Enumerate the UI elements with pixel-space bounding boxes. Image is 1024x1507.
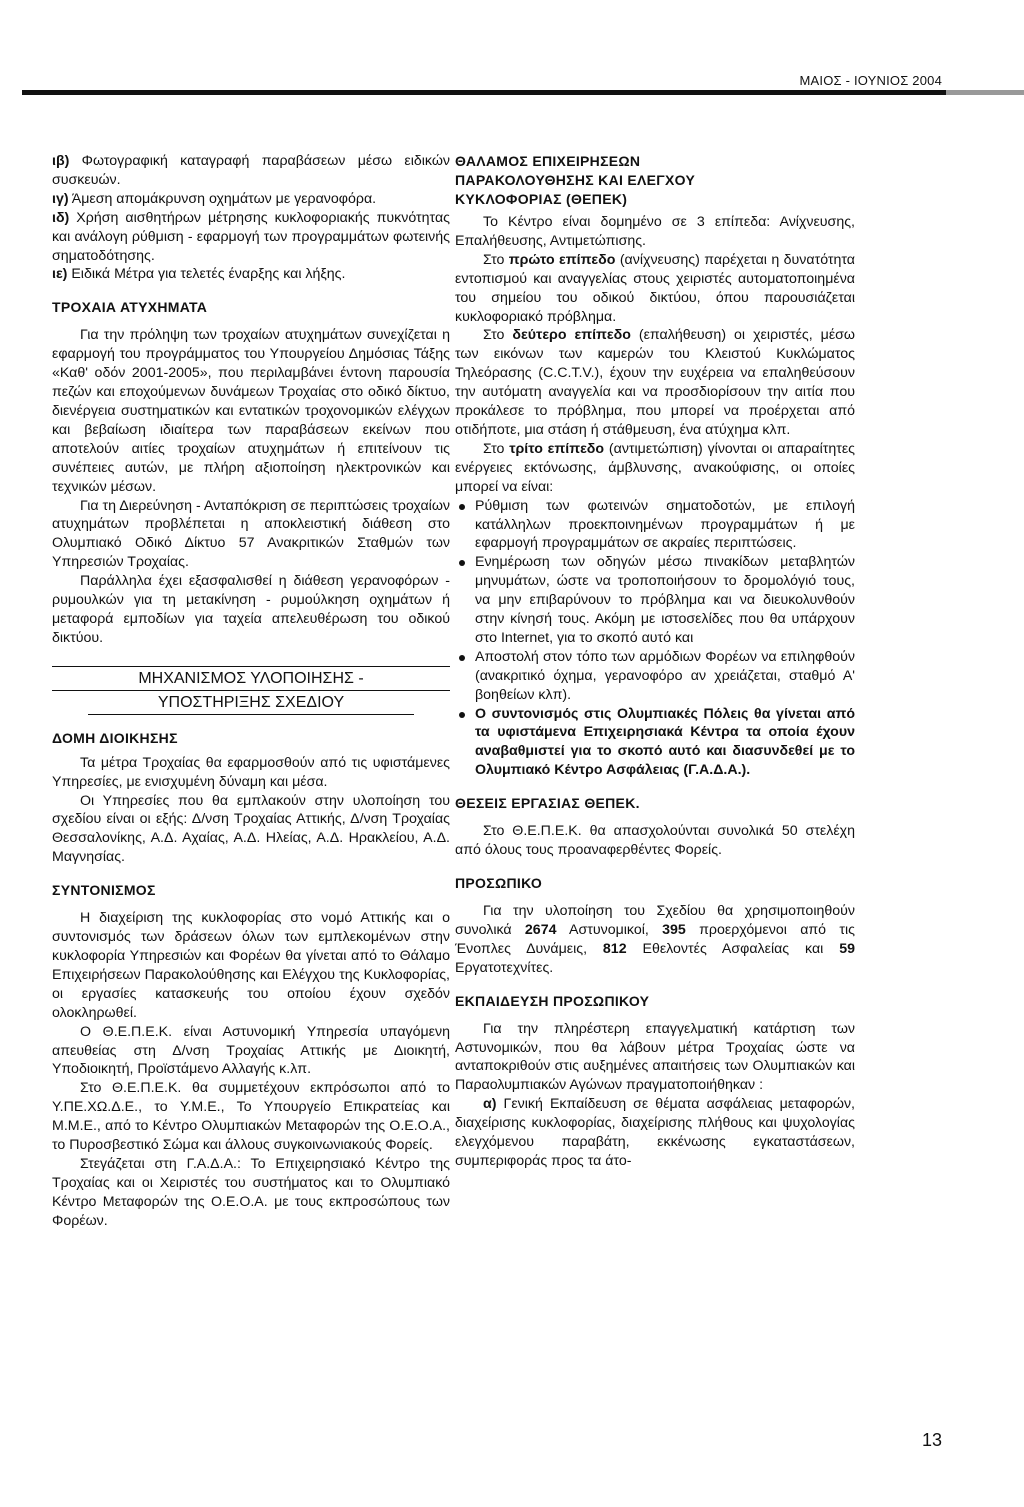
header-rule-end <box>946 90 1024 95</box>
paragraph: Τα μέτρα Τροχαίας θα εφαρμοσθούν από τις υφιστάμενες Υπηρεσίες, με ενισχυμένη δύναμη και μέσα. <box>52 754 450 790</box>
paragraph: Για τη Διερεύνηση - Ανταπόκριση σε περιπτώσεις τροχαίων ατυχημάτων προβλέπεται η αποκλειστική διάθεση στο Ολυμπιακό Οδικό Δίκτυο 57 Ανακριτικών Σταθμών των Υπηρεσιών Τροχαίας. <box>52 497 450 571</box>
list-item: ιδ) Χρήση αισθητήρων μέτρησης κυκλοφοριακής πυκνότητας και ανάλογη ρύθμιση - εφαρμογή των προγραμμάτων φωτεινής σηματοδότησης. <box>52 209 450 264</box>
section-heading-staff: ΠΡΟΣΩΠΙΚΟ <box>455 875 543 891</box>
paragraph: Η διαχείριση της κυκλοφορίας στο νομό Αττικής και ο συντονισμός των δράσεων όλων των εμπλεκομένων στην κυκλοφορία Υπηρεσιών και Φορέων θα γίνεται από το Θάλαμο Επιχειρήσεων Παρακολούθησης και Ελέγχου της Κυκλοφορίας, οι εργασίες κατασκευής του οποίου έχουν σχεδόν ολοκληρωθεί. <box>52 910 450 1021</box>
paragraph: α) Γενική Εκπαίδευση σε θέματα ασφάλειας μεταφορών, διαχείρισης κυκλοφορίας, διαχείρισης πλήθους και ψυχολογίας ελεγχόμενου παραβάτη, εκκένωσης εγκαταστάσεων, συμπεριφοράς προς τα άτο- <box>455 1096 855 1169</box>
header-rule <box>22 90 946 95</box>
bullet-icon <box>459 560 465 566</box>
mechanism-title-line1: ΜΗΧΑΝΙΣΜΟΣ ΥΛΟΠΟΙΗΣΗΣ - <box>52 666 450 691</box>
paragraph: Για την πληρέστερη επαγγελματική κατάρτιση των Αστυνομικών, που θα λάβουν μέτρα Τροχαίας ώστε να ανταποκριθούν στις αυξημένες απαιτήσεις των Ολυμπιακών και Παραολυμπιακών Αγώνων πραγματοποιήθηκαν : <box>455 1020 855 1094</box>
paragraph: Για την υλοποίηση του Σχεδίου θα χρησιμοποιηθούν συνολικά 2674 Αστυνομικοί, 395 προερχόμενοι από τις Ένοπλες Δυνάμεις, 812 Εθελοντές Ασφαλείας και 59 Εργατοτεχνίτες. <box>455 903 855 976</box>
right-column <box>455 152 855 1171</box>
paragraph: Για την πρόληψη των τροχαίων ατυχημάτων συνεχίζεται η εφαρμογή του προγράμματος του Υπουργείου Δημόσιας Τάξης «Καθ' οδόν 2001-2005», που περιλαμβάνει έντονη παρουσία πεζών και εποχούμενων δυνάμεων Τροχαίας στο οδικό δίκτυο, διενέργεια συστηματικών και εντατικών τροχονομικών ελέγχων και βεβαίωση ιδιαίτερα των παραβάσεων εκείνων που αποτελούν αιτίες τροχαίων ατυχημάτων ή επιτείνουν τις συνέπειες αυτών, με πλήρη αξιοποίηση ηλεκτρονικών και τεχνικών μέσων. <box>52 327 450 495</box>
section-heading-thepek: ΘΑΛΑΜΟΣ ΕΠΙΧΕΙΡΗΣΕΩΝ ΠΑΡΑΚΟΛΟΥΘΗΣΗΣ ΚΑΙ ΕΛΕΓΧΟΥ ΚΥΚΛΟΦΟΡΙΑΣ (ΘΕΠΕΚ) <box>455 153 696 207</box>
bullet-icon <box>459 504 465 510</box>
section-heading-coordination: ΣΥΝΤΟΝΙΣΜΟΣ <box>52 882 156 899</box>
mechanism-title-line2: ΥΠΟΣΤΗΡΙΞΗΣ ΣΧΕΔΙΟΥ <box>88 691 414 715</box>
bullet-item: Ενημέρωση των οδηγών μέσω πινακίδων μεταβλητών μηνυμάτων, ώστε να τροποποιήσουν το δρομολόγιό τους, να μην επιβαρύνουν το πρόβλημα και να διευκολυνθούν στην κίνησή τους. Ακόμη με ιστοσελίδες που θα υπάρχουν στο Internet, για το σκοπό αυτό και <box>455 553 855 648</box>
issue-date-label: ΜΑΙΟΣ - ΙΟΥΝΙΟΣ 2004 <box>799 73 942 88</box>
paragraph: Στο τρίτο επίπεδο (αντιμετώπιση) γίνονται οι απαραίτητες ενέργειες εκτόνωσης, άμβλυνσης, ανακούφισης, οι οποίες μπορεί να είναι: <box>455 440 856 495</box>
paragraph: Παράλληλα έχει εξασφαλισθεί η διάθεση γερανοφόρων - ρυμουλκών για τη μετακίνηση - ρυμούλκηση οχημάτων ή μεταφορά εμποδίων για ταχεία απελευθέρωση του οδικού δικτύου. <box>52 573 450 646</box>
paragraph: Ο Θ.Ε.Π.Ε.Κ. είναι Αστυνομική Υπηρεσία υπαγόμενη απευθείας στη Δ/νση Τροχαίας Αττικής με Διοικητή, Υποδιοικητή, Προϊστάμενο Αλλαγής κ.λπ. <box>52 1023 450 1078</box>
bullet-item: Αποστολή στον τόπο των αρμόδιων Φορέων να επιληφθούν (ανακριτικό όχημα, γερανοφόρο αν χρειάζεται, σταθμό Α' βοηθείων κλπ). <box>455 648 855 705</box>
mechanism-title <box>52 666 450 715</box>
list-item: ιγ) Άμεση απομάκρυνση οχημάτων με γερανοφόρα. <box>52 190 377 207</box>
section-heading-accidents: ΤΡΟΧΑΙΑ ΑΤΥΧΗΜΑΤΑ <box>52 299 208 316</box>
bullet-icon <box>459 655 465 661</box>
paragraph: Το Κέντρο είναι δομημένο σε 3 επίπεδα: Ανίχνευσης, Επαλήθευσης, Αντιμετώπισης. <box>455 214 855 249</box>
paragraph: Στο Θ.Ε.Π.Ε.Κ. θα συμμετέχουν εκπρόσωποι από το Υ.ΠΕ.ΧΩ.Δ.Ε., το Υ.Μ.Ε., Το Υπουργείο Επικρατείας και Μ.Μ.Ε., από το Κέντρο Ολυμπιακών Μεταφορών της Ο.Ε.Ο.Α., το Πυροσβεστικό Σώμα και άλλους συγκοινωνιακούς Φορείς. <box>52 1080 450 1154</box>
list-item: ιε) Ειδικά Μέτρα για τελετές έναρξης και λήξης. <box>52 266 346 283</box>
page-number: 13 <box>921 1430 942 1450</box>
list-item: ιβ) Φωτογραφική καταγραφή παραβάσεων μέσω ειδικών συσκευών. <box>52 153 450 188</box>
bullet-item: Ο συντονισμός στις Ολυμπιακές Πόλεις θα γίνεται από τα υφιστάμενα Επιχειρησιακά Κέντρα τα οποία έχουν αναβαθμιστεί για το σκοπό αυτό και διασυνδεθεί με το Ολυμπιακό Κέντρο Ασφάλειας (Γ.Α.Δ.Α.). <box>455 705 855 781</box>
section-heading-training: ΕΚΠΑΙΔΕΥΣΗ ΠΡΟΣΩΠΙΚΟΥ <box>455 992 650 1009</box>
paragraph: Στο πρώτο επίπεδο (ανίχνευσης) παρέχεται η δυνατότητα εντοπισμού και αναγγελίας στους χειριστές αυτοματοποιημένα του σημείου του οδικού δικτύου, όπου παρουσιάζεται κυκλοφοριακό πρόβλημα. <box>455 251 855 325</box>
left-column <box>52 152 450 1231</box>
paragraph: Στο δεύτερο επίπεδο (επαλήθευση) οι χειριστές, μέσω των εικόνων των καμερών του Κλειστού Κυκλώματος Τηλεόρασης (C.C.T.V.), έχουν την ευχέρεια να επαληθεύσουν την αυτόματη αναγγελία και να προσδιορίσουν την αιτία που προκάλεσε το πρόβλημα, που μπορεί να προέρχεται από οτιδήποτε, μια στάση ή στάθμευση, ένα ατύχημα κλπ. <box>455 327 856 438</box>
section-heading-admin: ΔΟΜΗ ΔΙΟΙΚΗΣΗΣ <box>52 729 178 746</box>
section-heading-positions: ΘΕΣΕΙΣ ΕΡΓΑΣΙΑΣ ΘΕΠΕΚ. <box>455 795 640 812</box>
paragraph: Στεγάζεται στη Γ.Α.Δ.Α.: Το Επιχειρησιακό Κέντρο της Τροχαίας και οι Χειριστές του συστήματος και το Ολυμπιακό Κέντρο Μεταφορών της Ο.Ε.Ο.Α. με τους εκπροσώπους των Φορέων. <box>52 1155 450 1229</box>
paragraph: Οι Υπηρεσίες που θα εμπλακούν στην υλοποίηση του σχεδίου είναι οι εξής: Δ/νση Τροχαίας Αττικής, Δ/νση Τροχαίας Θεσσαλονίκης, Α.Δ. Αχαίας, Α.Δ. Ηλείας, Α.Δ. Ηρακλείου, Α.Δ. Μαγνησίας. <box>52 792 450 866</box>
paragraph: Στο Θ.Ε.Π.Ε.Κ. θα απασχολούνται συνολικά 50 στελέχη από όλους τους προαναφερθέντες Φορείς. <box>455 823 855 859</box>
bullet-icon <box>459 712 465 718</box>
bullet-item: Ρύθμιση των φωτεινών σηματοδοτών, με επιλογή κατάλληλων προεκποινημένων προγραμμάτων ή με εφαρμογή προγραμμάτων σε ακραίες περιπτώσεις. <box>455 497 855 554</box>
